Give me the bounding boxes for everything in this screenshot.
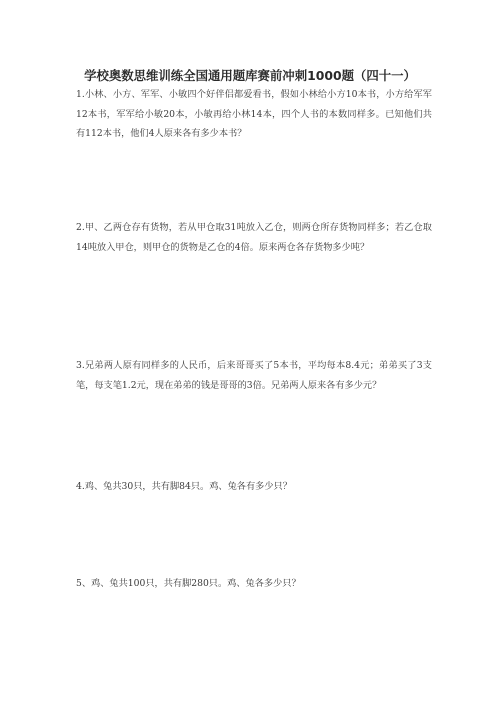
question-2: 2.甲、乙两仓存有货物，若从甲仓取31吨放入乙仓，则两仓所存货物同样多；若乙仓取14吨放入甲仓，则甲仓的货物是乙仓的4倍。原来两仓各存货物多少吨？ — [76, 222, 432, 253]
question-4: 4.鸡、兔共30只，共有脚84只。鸡、兔各有多少只？ — [76, 481, 292, 492]
question-3: 3.兄弟两人原有同样多的人民币，后来哥哥买了5本书，平均每本8.4元；弟弟买了3支笔，每支笔1.2元，现在弟弟的钱是哥哥的3倍。兄弟两人原来各有多少元？ — [76, 360, 432, 391]
document-title: 学校奥数思维训练全国通用题库赛前冲刺1000题（四十一） — [84, 68, 416, 83]
question-5: 5、鸡、兔共100只，共有脚280只。鸡、兔各多少只？ — [76, 578, 301, 589]
question-1: 1.小林、小方、军军、小敏四个好伴侣都爱看书，假如小林给小方10本书，小方给军军12本书，军军给小敏20本，小敏再给小林14本，四个人书的本数同样多。已知他们共有112本书，他们4人原来各有多少本书？ — [76, 89, 432, 139]
